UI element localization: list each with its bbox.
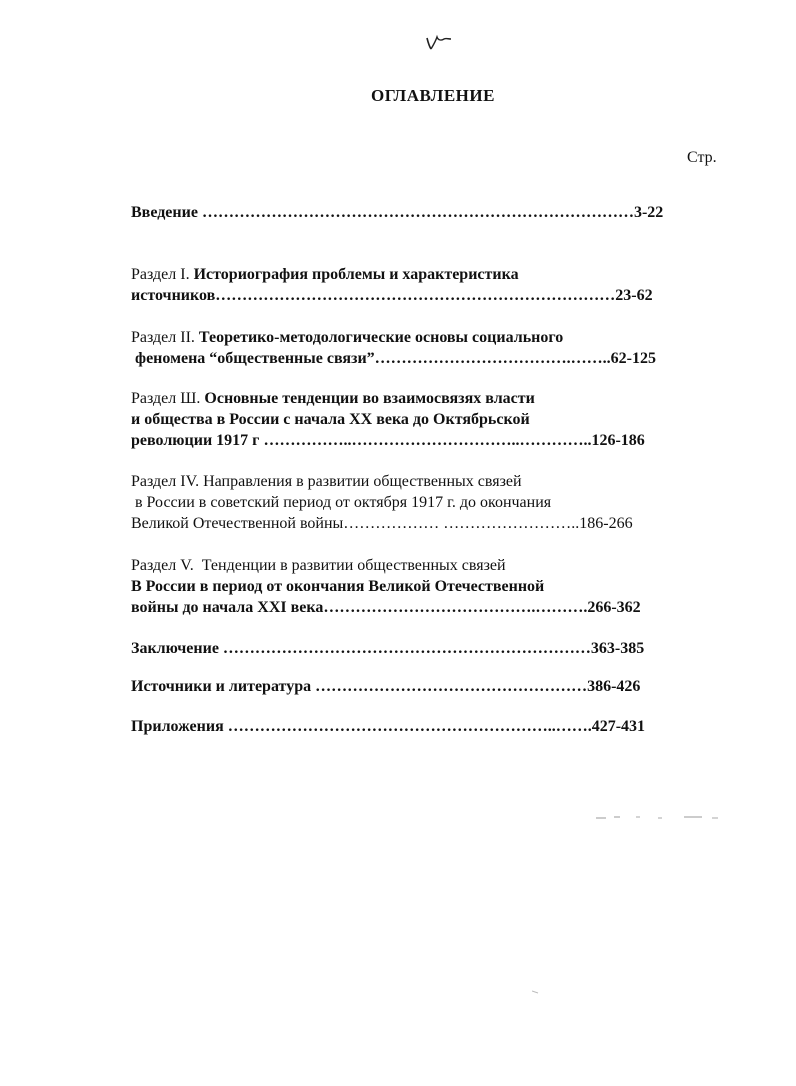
toc-section-4-line-2: в России в советский период от октября 1917 г. до окончания <box>131 494 552 511</box>
toc-section-3-line-1 <box>131 389 535 409</box>
scan-artifact-specks <box>596 814 722 820</box>
toc-section-3-line-3: революции 1917 г ……………..…………………………..…………..126-186 <box>131 432 645 449</box>
toc-section-3-line-2: и общества в России с начала ХХ века до Октябрьской <box>131 411 530 428</box>
handwritten-mark-icon <box>424 30 454 52</box>
toc-entry-introduction: Введение ………………………………………………………………………3-22 <box>131 204 664 221</box>
toc-section-2-title: Теоретико-методологические основы социального <box>194 329 564 346</box>
toc-section-1-label: Раздел I. <box>131 266 190 283</box>
scan-artifact-speck <box>532 990 540 994</box>
toc-entry-sources: Источники и литература ……………………………………………386-426 <box>131 678 641 695</box>
toc-section-3-title: Основные тенденции во взаимосвязях власти <box>200 390 535 407</box>
toc-section-5-line-2: В России в период от окончания Великой Отечественной <box>131 578 545 595</box>
toc-section-3-label: Раздел Ш. <box>131 390 201 407</box>
page-title: ОГЛАВЛЕНИЕ <box>371 86 495 105</box>
toc-entry-appendices: Приложения ……………………………………………………..…….427-431 <box>131 718 646 735</box>
toc-section-2-line-2: феномена “общественные связи”……………………………….……..62-125 <box>131 350 657 367</box>
toc-section-1-line-2: источников…………………………………………………………………23-62 <box>131 287 653 304</box>
toc-section-5-line-3: войны до начала XXI века………………………………….……….266-362 <box>131 599 641 616</box>
toc-section-4-line-1: Раздел IV. Направления в развитии общественных связей <box>131 473 522 490</box>
toc-section-5-line-1: Раздел V. Тенденции в развитии общественных связей <box>131 557 506 574</box>
toc-section-2-label: Раздел II. <box>131 329 195 346</box>
page-column-label: Стр. <box>687 149 717 166</box>
toc-section-4-line-3: Великой Отечественной войны……………… ……………………..186-266 <box>131 515 633 532</box>
toc-entry-conclusion: Заключение ……………………………………………………………363-385 <box>131 640 645 657</box>
toc-section-1-title: Историография проблемы и характеристика <box>189 266 519 283</box>
toc-section-2-line-1 <box>131 328 563 348</box>
toc-section-1-line-1 <box>131 265 519 285</box>
